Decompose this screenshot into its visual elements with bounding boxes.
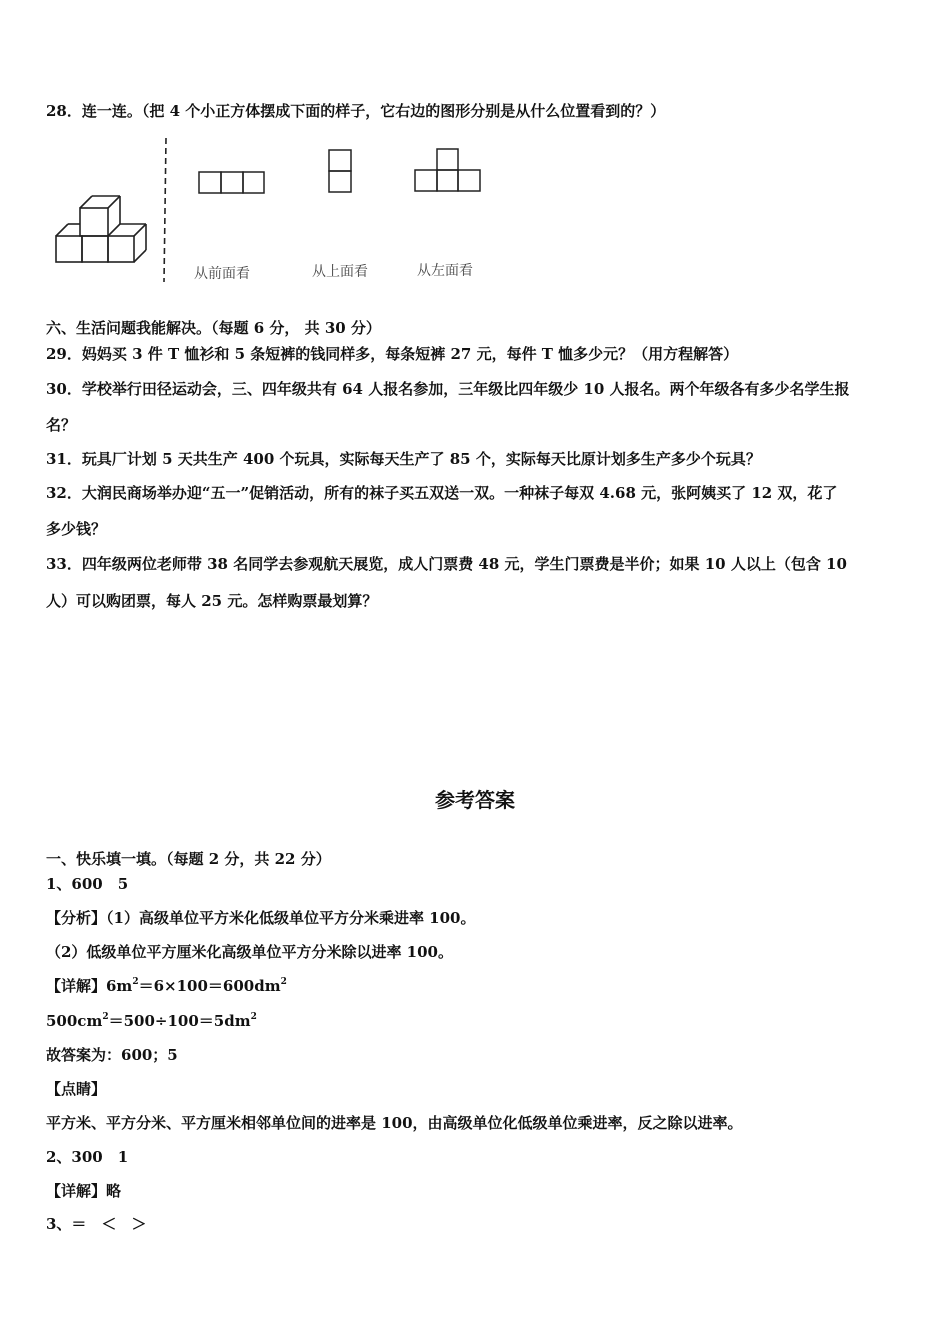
- question-28: 28．连一连。（把 4 个小正方体摆成下面的样子，它右边的图形分别是从什么位置看到的？）: [46, 102, 666, 120]
- answer-1-note-heading: 【点睛】: [46, 1080, 107, 1098]
- answer-2: 2、300 1: [46, 1148, 129, 1166]
- left-view-shape: [415, 149, 480, 191]
- question-32: 32．大润民商场举办迎“五一”促销活动，所有的袜子买五双送一双。一种袜子每双 4.68 元，张阿姨买了 12 双，花了: [46, 484, 838, 502]
- question-31: 31．玩具厂计划 5 天共生产 400 个玩具，实际每天生产了 85 个，实际每天比原计划多生产多少个玩具？: [46, 450, 761, 468]
- answer-section-1-heading: 一、快乐填一填。（每题 2 分，共 22 分）: [46, 850, 331, 868]
- question-33-continued: 人）可以购团票，每人 25 元。怎样购票最划算？: [46, 592, 378, 610]
- answer-3: 3、＝ ＜ ＞: [46, 1215, 147, 1233]
- label-front-view: 从前面看: [194, 266, 250, 282]
- label-top-view: 从上面看: [312, 264, 368, 280]
- cube-stack-drawing: [56, 196, 146, 262]
- question-32-continued: 多少钱？: [46, 520, 107, 538]
- question-29: 29．妈妈买 3 件 T 恤衫和 5 条短裤的钱同样多，每条短裤 27 元，每件 T 恤多少元？（用方程解答）: [46, 345, 739, 363]
- answer-1-note: 平方米、平方分米、平方厘米相邻单位间的进率是 100，由高级单位化低级单位乘进率，反之除以进率。: [46, 1114, 743, 1132]
- top-view-shape: [329, 150, 351, 192]
- answer-key-title: 参考答案: [435, 788, 515, 812]
- question-30: 30．学校举行田径运动会，三、四年级共有 64 人报名参加，三年级比四年级少 10 人报名。两个年级各有多少名学生报: [46, 380, 850, 398]
- answer-1-detail: 【详解】$6m^2=6\times 100=600dm^2$: [46, 977, 287, 995]
- answer-1-analysis-2: （2）低级单位平方厘米化高级单位平方分米除以进率 100。: [46, 943, 453, 961]
- section-6-heading: 六、生活问题我能解决。（每题 6 分， 共 30 分）: [46, 319, 381, 337]
- question-30-continued: 名？: [46, 416, 77, 434]
- answer-2-detail: 【详解】略: [46, 1182, 122, 1200]
- answer-1-detail-2: $500cm^2=500\div 100=5dm^2$: [46, 1012, 257, 1030]
- front-view-shape: [199, 172, 264, 193]
- label-left-view: 从左面看: [417, 263, 473, 279]
- answer-1-final: 故答案为：600；5: [46, 1046, 178, 1064]
- cube-views-figure: [46, 132, 516, 292]
- question-33: 33．四年级两位老师带 38 名同学去参观航天展览，成人门票费 48 元，学生门票费是半价；如果 10 人以上（包含 10: [46, 555, 847, 573]
- answer-1-analysis: 【分析】（1）高级单位平方米化低级单位平方分米乘进率 100。: [46, 909, 476, 927]
- answer-1: 1、600 5: [46, 875, 129, 893]
- divider-dashed-line: [164, 138, 166, 282]
